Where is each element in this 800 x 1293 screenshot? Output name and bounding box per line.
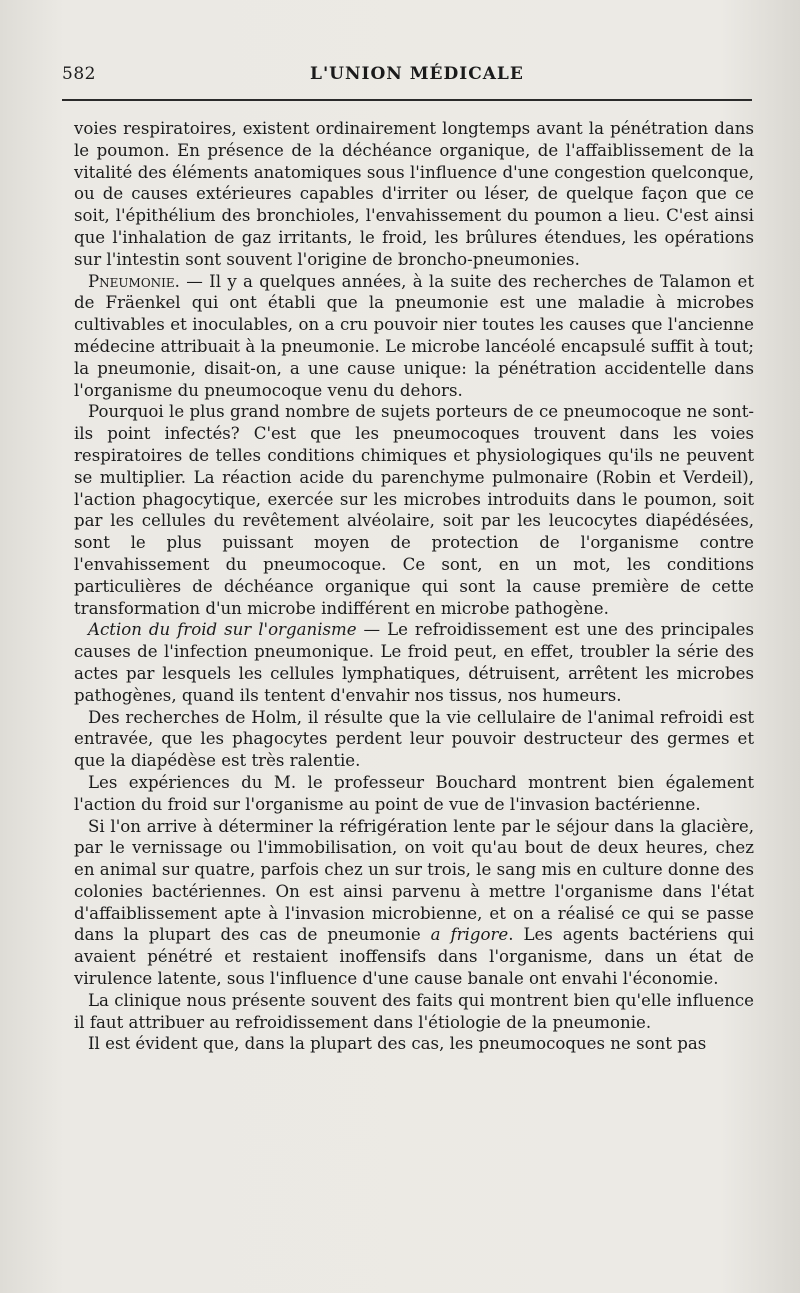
section-lead-action-du-froid: Action du froid sur l'organisme (88, 620, 357, 640)
paragraph-pneumonie (74, 271, 754, 402)
paragraph-text: — Il y a quelques années, à la suite des recherches de Talamon et de Fräenkel qui ont établi que la pneumonie est une maladie à microbes cultivables et inoculables, on a cru pouvoir nier toutes les causes que l'ancienne médecine attribuait à la pneumonie. Le microbe lancéolé encapsulé suffit à tout; la pneumonie, disait-on, a une cause unique: la pénétration accidentelle dans l'organisme du pneumocoque venu du dehors. (74, 271, 754, 400)
running-title: L'UNION MÉDICALE (310, 64, 524, 84)
paragraph-refrigeration (74, 816, 754, 990)
paragraph-text: . Les agents bactériens qui avaient pénétré et restaient inoffensifs dans l'organisme, dans un état de virulence latente, sous l'influence d'une cause banale ont envahi l'économie. (74, 925, 754, 989)
paragraph-holm (74, 707, 754, 772)
section-lead-pneumonie: Pneumonie. (88, 271, 180, 291)
paragraph-text: La clinique nous présente souvent des faits qui montrent bien qu'elle influence il faut attribuer au refroidissement dans l'étiologie de la pneumonie. (74, 990, 754, 1032)
italic-term: a frigore (430, 925, 509, 945)
paragraph-text: — Le refroidissement est une des principales causes de l'infection pneumonique. Le froid peut, en effet, troubler la série des actes par lesquels les cellules lymphatiques, détruisent, arrêtent les microbes pathogènes, quand ils tentent d'envahir nos tissus, nos humeurs. (74, 620, 754, 705)
paragraph-pourquoi (74, 401, 754, 619)
paragraph-action-du-froid (74, 619, 754, 706)
paragraph-continuation (74, 118, 754, 271)
paragraph-text: Pourquoi le plus grand nombre de sujets porteurs de ce pneumocoque ne sont-ils point infectés? C'est que les pneumocoques trouvent dans les voies respiratoires de telles conditions chimiques et physiologiques qu'ils ne peuvent se multiplier. La réaction acide du parenchyme pulmonaire (Robin et Verdeil), l'action phagocytique, exercée sur les microbes introduits dans le poumon, soit par les cellules du revêtement alvéolaire, soit par les leucocytes diapédésées, sont le plus puissant moyen de protection de l'organisme contre l'envahissement du pneumocoque. Ce sont, en un mot, les conditions particulières de déchéance organique qui sont la cause première de cette transformation d'un microbe indifférent en microbe pathogène. (74, 402, 754, 618)
paragraph-clinique (74, 990, 754, 1034)
paragraph-bouchard (74, 772, 754, 816)
paragraph-text: Il est évident que, dans la plupart des cas, les pneumocoques ne sont pas (88, 1034, 707, 1054)
body-text (74, 118, 754, 1055)
paragraph-text: Si l'on arrive à déterminer la réfrigération lente par le séjour dans la glacière, par le vernissage ou l'immobilisation, on voit qu'au bout de deux heures, chez en animal sur quatre, parfois chez un sur trois, le sang mis en culture donne des colonies bactériennes. On est ainsi parvenu à mettre l'organisme dans l'état d'affaiblissement apte à l'invasion microbienne, et on a réalisé ce qui se passe dans la plupart des cas de pneumonie (74, 816, 754, 945)
paragraph-text: voies respiratoires, existent ordinairement longtemps avant la pénétration dans le poumon. En présence de la déchéance organique, de l'affaiblissement de la vitalité des éléments anatomiques sous l'influence d'une congestion quelconque, ou de causes extérieures capables d'irriter ou léser, de quelque façon que ce soit, l'épithélium des bronchioles, l'envahissement du poumon a lieu. C'est ainsi que l'inhalation de gaz irritants, le froid, les brûlures étendues, les opérations sur l'intestin sont souvent l'origine de broncho-pneumonies. (74, 119, 754, 269)
paragraph-text: Des recherches de Holm, il résulte que la vie cellulaire de l'animal refroidi est entravée, que les phagocytes perdent leur pouvoir destructeur des germes et que la diapédèse est très ralentie. (74, 707, 754, 771)
paragraph-text: Les expériences du M. le professeur Bouchard montrent bien également l'action du froid sur l'organisme au point de vue de l'invasion bactérienne. (74, 772, 754, 814)
page-number: 582 (62, 64, 96, 84)
page-header (62, 62, 752, 92)
header-rule (62, 99, 752, 101)
paragraph-evident (74, 1033, 754, 1055)
